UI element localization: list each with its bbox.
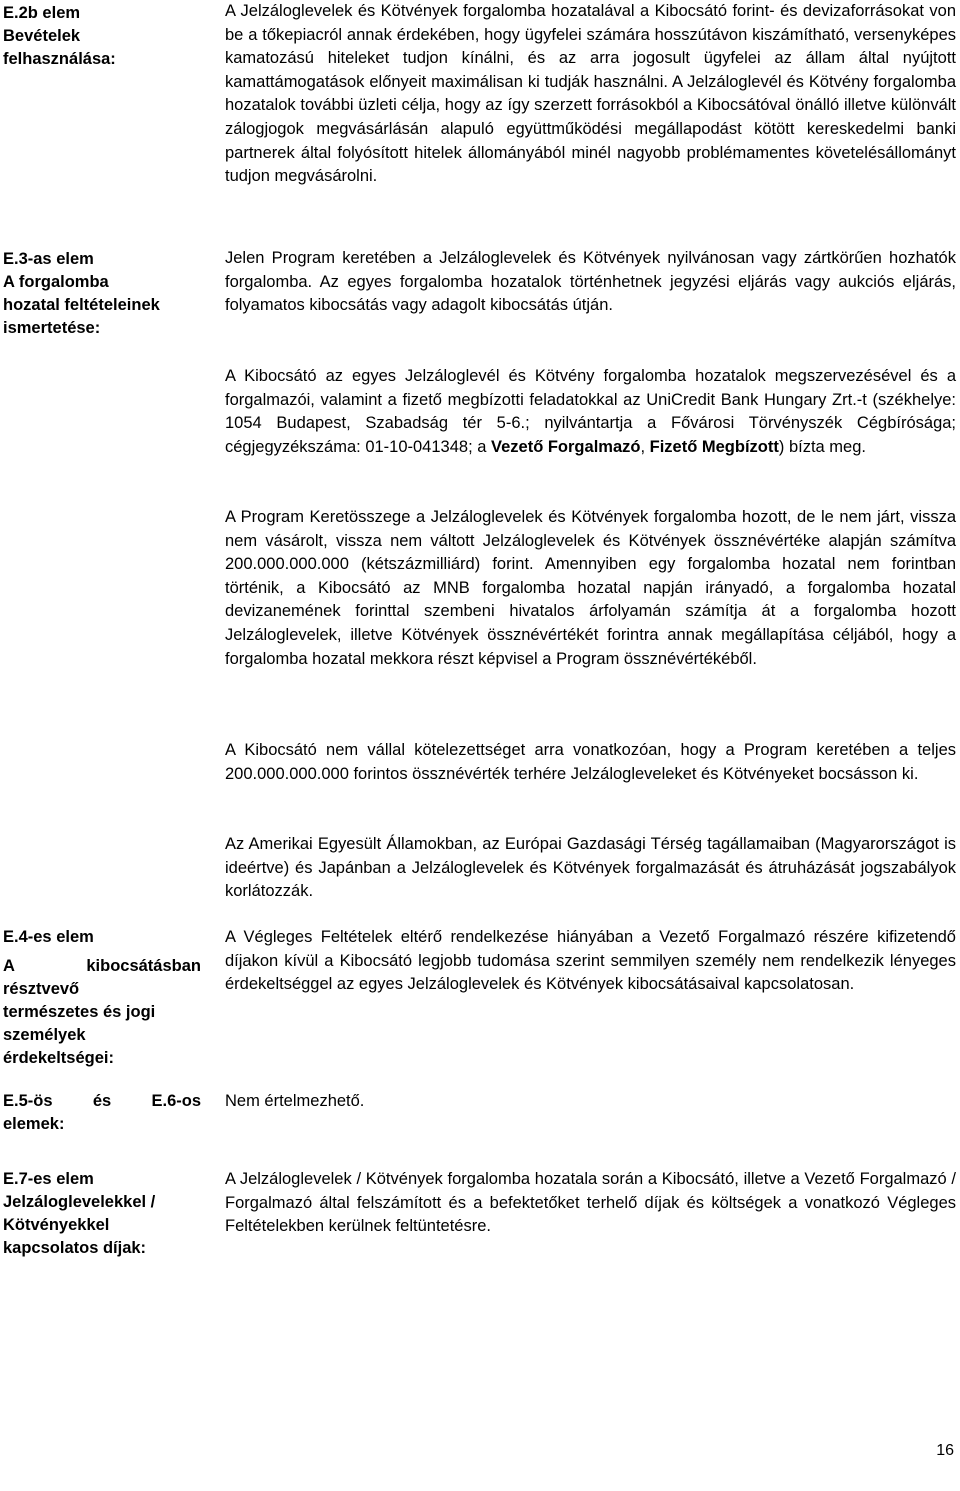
section-text-e4: A Végleges Feltételek eltérő rendelkezése hiányában a Vezető Forgalmazó részére kifizetendő díjakon kívül a Kibocsátó legjobb tudomása szerint semmilyen személy nem rendelkezik lényeges érdekeltséggel az egyes Jelzáloglevelek és Kötvények kibocsátásaival kapcsolatosan.: [225, 928, 956, 994]
label-line: Kötvényekkel: [3, 1216, 110, 1234]
label-line: kapcsolatos díjak:: [3, 1239, 147, 1257]
section-text-e3-p4: A Kibocsátó nem vállal kötelezettséget arra vonatkozóan, hogy a Program keretében a teljes 200.000.000.000 forintos össznévérték terhére Jelzálogleveleket és Kötvényeket bocsásson ki.: [225, 741, 956, 783]
section-text-e3-p5: Az Amerikai Egyesült Államokban, az Európai Gazdasági Térség tagállamaiban (Magyarországot is ideértve) és Japánban a Jelzáloglevelek és Kötvények forgalmazását és átruházását jogszabályok korlátozzák.: [225, 835, 956, 901]
section-text-e7: A Jelzáloglevelek / Kötvények forgalomba hozatala során a Kibocsátó, illetve a Vezető Forgalmazó / Forgalmazó által felszámított és a befektetőket terhelő díjak és költségek a vonatkozó Végleges Feltételekben kerülnek feltüntetésre.: [225, 1170, 956, 1236]
label-line: A kibocsátásban: [3, 957, 201, 975]
label-line: természetes és jogi: [3, 1003, 156, 1021]
label-line: hozatal feltételeinek: [3, 296, 160, 314]
bold-term: Vezető Forgalmazó: [491, 437, 641, 456]
section-text-e2b: A Jelzáloglevelek és Kötvények forgalomba hozatalával a Kibocsátó forint- és devizaforrásokat von be a tőkepiacról annak érdekében, hogy ügyfelei számára hosszútávon kiszámítható, versenyképes kamatozású hiteleket tudjon kínálni, és az arra jogosult ügyfelei az állam által nyújtott kamattámogatások előnyeit maximálisan ki tudják használni. A Jelzáloglevél és Kötvény forgalomba hozatalok további üzleti célja, hogy az így szerzett forrásokból a Kibocsátóval önálló illetve különvált zálogjogok megvásárlásán alapuló együttműködési megállapodást kötött kereskedelmi banki partnerek által folyósított hitelek állományából minél nagyobb problémamentes követelésállományt tudjon megvásárolni.: [225, 2, 956, 186]
label-line: A forgalomba: [3, 273, 109, 291]
label-line: E.7-es elem: [3, 1170, 94, 1188]
label-line: ismertetése:: [3, 319, 101, 337]
label-line: érdekeltségei:: [3, 1049, 114, 1067]
section-label-e7: [3, 1168, 201, 1260]
para-text: ,: [640, 437, 650, 456]
para-text: A Kibocsátó az egyes Jelzáloglevél és Kötvény forgalomba hozatalok megszervezésével és a forgalmazói, valamint a fizető megbízotti feladatokkal az UniCredit Bank Hungary Zrt.-t (székhelye: 1054 Budapest, Szabadság tér 5-6.; nyilvántartja a Fővárosi Törvényszék Cégbírósága; cégjegyzékszáma: 01-10-041348; a: [225, 367, 956, 456]
section-label-e2b: [3, 2, 201, 71]
section-text-e5-e6: Nem értelmezhető.: [225, 1092, 365, 1110]
label-line: Jelzáloglevelekkel /: [3, 1193, 156, 1211]
section-text-e3-p2: [225, 365, 956, 459]
bold-term: Fizető Megbízott: [649, 437, 779, 456]
label-line: E.5-ös és E.6-os: [3, 1092, 201, 1110]
label-line: Bevételek: [3, 27, 81, 45]
label-line: felhasználása:: [3, 50, 116, 68]
section-label-e4: [3, 926, 201, 1070]
section-text-e3-p3: A Program Keretösszege a Jelzáloglevelek és Kötvények forgalomba hozott, de le nem járt, vissza nem vásárolt, vissza nem váltott Jelzáloglevelek és Kötvények össznévértéke alapján számítva 200.000.000.000 (kétszázmilliárd) forint. Amennyiben egy forgalomba hozatal nem forintban történik, a Kibocsátó az MNB forgalomba hozatal napján irányadó, a forgalomba hozatal devizanemének forinttal szembeni hivatalos árfolyamán számítja át a forgalomba hozott Jelzáloglevelek, illetve Kötvények össznévértékét forintra annak megállapítása céljából, hogy a forgalomba hozatal mekkora részt képvisel a Program össznévértékéből.: [225, 508, 956, 668]
label-line: E.2b elem: [3, 4, 81, 22]
section-text-e3-p1: Jelen Program keretében a Jelzáloglevelek és Kötvények nyilvánosan vagy zártkörűen hozhatók forgalomba. Az egyes forgalomba hozatalok történhetnek jegyzési eljárás vagy aukciós eljárás, folyamatos kibocsátás vagy adagolt kibocsátás útján.: [225, 249, 956, 315]
section-label-e3: [3, 248, 201, 340]
section-label-e5-e6: [3, 1090, 201, 1136]
label-line: E.3-as elem: [3, 250, 94, 268]
label-line: személyek: [3, 1026, 86, 1044]
page-number: 16: [936, 1442, 954, 1459]
label-line: elemek:: [3, 1115, 65, 1133]
label-line: E.4-es elem: [3, 928, 94, 946]
para-text: ) bízta meg.: [778, 437, 866, 456]
label-line: résztvevő: [3, 980, 80, 998]
